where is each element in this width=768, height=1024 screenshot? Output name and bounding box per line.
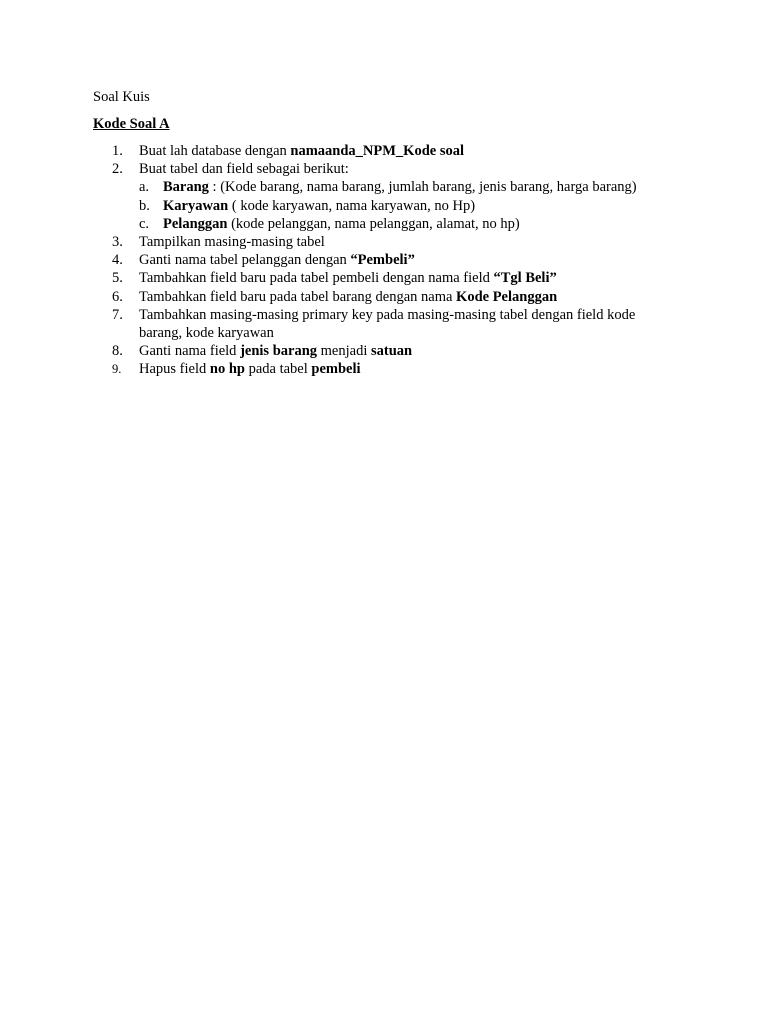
item-bold-text: satuan [370, 343, 413, 360]
item-text: Ganti nama field [139, 343, 241, 360]
item-bold-text: jenis barang [240, 343, 318, 360]
list-item [0, 269, 768, 287]
item-bold-text: pembeli [311, 361, 361, 378]
list-number: 7. [112, 306, 123, 323]
list-item [0, 288, 768, 306]
table-fields: ( kode karyawan, nama karyawan, no Hp) [228, 197, 476, 214]
list-number: 1. [112, 143, 123, 159]
list-item [0, 160, 768, 178]
list-item [0, 306, 768, 342]
list-number: 5. [112, 270, 123, 287]
list-number: 4. [112, 252, 123, 269]
question-code-heading: Kode Soal A [93, 116, 170, 132]
table-fields: (kode pelanggan, nama pelanggan, alamat, no hp) [227, 215, 520, 232]
item-text: Tambahkan masing-masing primary key pada masing-masing tabel dengan field kode barang, kode karyawan [139, 306, 636, 342]
list-item [0, 342, 768, 360]
sub-list-letter: c. [139, 215, 150, 232]
sub-list-item [0, 178, 768, 196]
sub-list-item [0, 197, 768, 215]
sub-list-item [0, 215, 768, 233]
item-bold-text: no hp [209, 361, 245, 378]
item-text: Buat tabel dan field sebagai berikut: [139, 161, 349, 178]
sub-list-letter: b. [139, 197, 150, 214]
list-item [0, 142, 768, 160]
document-title: Soal Kuis [93, 89, 150, 105]
list-number: 9. [112, 362, 122, 377]
item-text: Hapus field [139, 361, 210, 378]
list-item [0, 233, 768, 251]
item-text: Tambahkan field baru pada tabel barang dengan nama [139, 288, 457, 305]
item-bold-text: Kode Pelanggan [456, 288, 558, 305]
item-text: Tampilkan masing-masing tabel [139, 234, 325, 251]
question-list [0, 142, 768, 379]
item-text: pada tabel [244, 361, 312, 378]
list-number: 6. [112, 288, 123, 305]
table-name: Barang [163, 179, 209, 196]
table-name: Pelanggan [163, 215, 228, 232]
item-bold-text: “Tgl Beli” [493, 270, 557, 287]
sub-list-letter: a. [139, 179, 150, 196]
list-number: 2. [112, 161, 123, 178]
item-text: Buat lah database dengan [139, 143, 291, 159]
table-name: Karyawan [163, 197, 229, 214]
list-item [0, 360, 768, 378]
table-fields: : (Kode barang, nama barang, jumlah barang, jenis barang, harga barang) [208, 179, 637, 196]
item-bold-text: “Pembeli” [350, 252, 415, 269]
item-text: Ganti nama tabel pelanggan dengan [139, 252, 351, 269]
item-bold-text: namaanda_NPM_Kode soal [290, 143, 465, 159]
item-text: menjadi [317, 343, 371, 360]
item-text: Tambahkan field baru pada tabel pembeli dengan nama field [139, 270, 494, 287]
list-item [0, 251, 768, 269]
list-number: 3. [112, 234, 123, 251]
list-number: 8. [112, 343, 123, 360]
